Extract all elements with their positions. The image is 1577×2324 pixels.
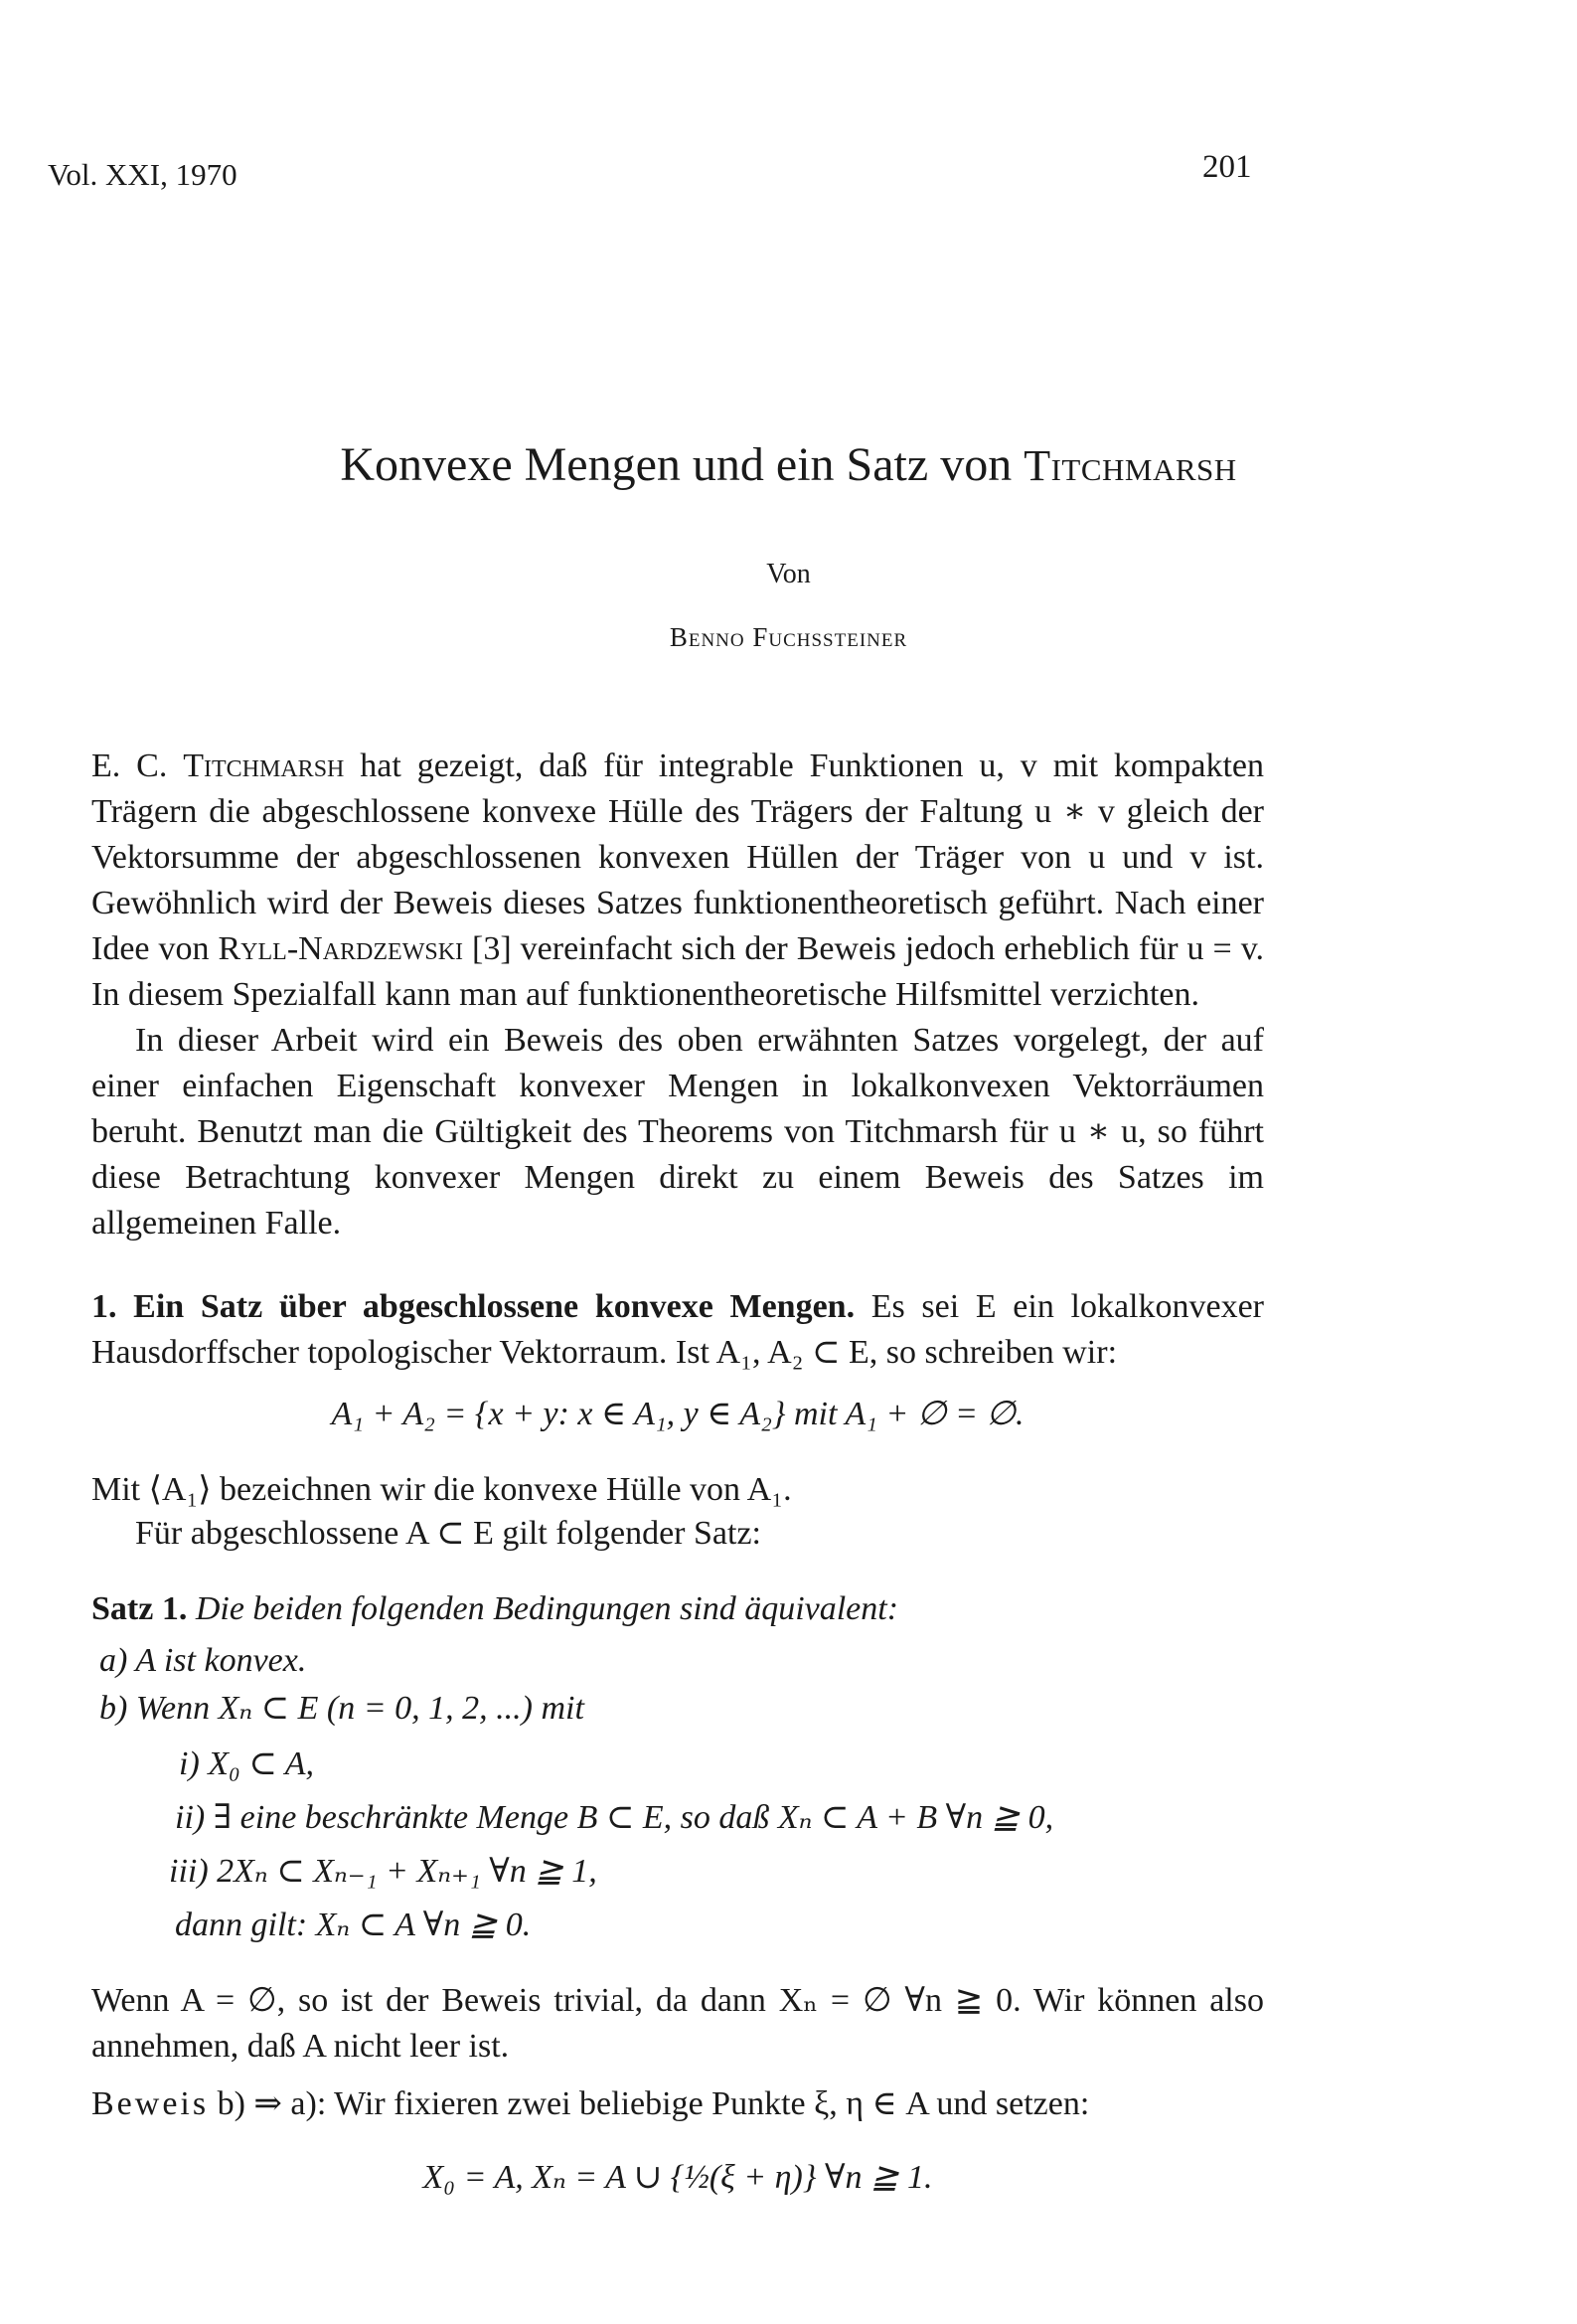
section-1: [91, 1284, 1264, 1376]
section-1-text: Es sei E ein lokalkonvexer Hausdorffscher topologischer Vektorraum. Ist A₁, A₂ ⊂ E, so schreiben wir:: [91, 1288, 1264, 1371]
intro-paragraph-1: [91, 744, 1264, 1018]
satz-1-statement: Die beiden folgenden Bedingungen sind äquivalent:: [187, 1590, 899, 1627]
trivial-case: Wenn A = ∅, so ist der Beweis trivial, da dann Xₙ = ∅ ∀n ≧ 0. Wir können also annehmen, daß A nicht leer ist.: [91, 1982, 1264, 2065]
proof-label: Beweis: [91, 2085, 210, 2122]
intro-p1-a: hat gezeigt, daß für integrable Funktionen u, v mit kompakten Trägern die abgeschlossene konvexe Hülle des Trägers der Faltung u ∗ v gleich der Vektorsumme der abgeschlossenen konvexen Hüllen der Träger von u und v ist. Gewöhnlich wird der Beweis dieses Satzes funktionentheoretisch geführt. Nach einer Idee von: [91, 747, 1264, 967]
section-1-heading: 1. Ein Satz über abgeschlossene konvexe Mengen.: [91, 1288, 856, 1325]
satz-intro-line: Für abgeschlossene A ⊂ E gilt folgender Satz:: [135, 1515, 761, 1552]
condition-a: a) A ist konvex.: [99, 1642, 307, 1679]
condition-ii: ii) ∃ eine beschränkte Menge B ⊂ E, so daß Xₙ ⊂ A + B ∀n ≧ 0,: [175, 1799, 1054, 1836]
article-title: [0, 437, 1577, 492]
title-main: Konvexe Mengen und ein Satz von: [340, 438, 1025, 491]
intro-p1-name: Titchmarsh: [183, 747, 345, 784]
volume-header: Vol. XXI, 1970: [48, 157, 237, 192]
intro-p1-b: [3] vereinfacht sich der Beweis jedoch erheblich für u = v. In diesem Spezialfall kann man auf funktionentheoretische Hilfsmittel verzichten.: [91, 930, 1264, 1013]
conclusion: dann gilt: Xₙ ⊂ A ∀n ≧ 0.: [175, 1907, 532, 1943]
title-name: Titchmarsh: [1024, 441, 1237, 490]
proof-start: [91, 2081, 1264, 2127]
formula-sum: A₁ + A₂ = {x + y: x ∈ A₁, y ∈ A₂} mit A₁ + ∅ = ∅.: [331, 1396, 1025, 1432]
convex-hull-def: Mit ⟨A₁⟩ bezeichnen wir die konvexe Hülle von A₁.: [91, 1471, 792, 1508]
page-number: 201: [1202, 149, 1252, 185]
intro-section: [91, 744, 1264, 1246]
proof-text: b) ⇒ a): Wir fixieren zwei beliebige Punkte ξ, η ∈ A und setzen:: [209, 2085, 1090, 2122]
condition-iii: iii) 2Xₙ ⊂ Xₙ₋₁ + Xₙ₊₁ ∀n ≧ 1,: [169, 1853, 597, 1890]
formula-xn: X₀ = A, Xₙ = A ∪ {½(ξ + η)} ∀n ≧ 1.: [422, 2159, 933, 2196]
satz-1-label: Satz 1.: [91, 1590, 188, 1627]
byline-von: Von: [766, 559, 811, 589]
intro-paragraph-2: In dieser Arbeit wird ein Beweis des oben erwähnten Satzes vorgelegt, der auf einer einfachen Eigenschaft konvexer Mengen in lokalkonvexen Vektorräumen beruht. Benutzt man die Gültigkeit des Theorems von Titchmarsh für u ∗ u, so führt diese Betrachtung konvexer Mengen direkt zu einem Beweis des Satzes im allgemeinen Falle.: [91, 1022, 1264, 1242]
intro-p1-start: E. C.: [91, 747, 184, 784]
author-name: Benno Fuchssteiner: [669, 622, 908, 652]
condition-b: b) Wenn Xₙ ⊂ E (n = 0, 1, 2, ...) mit: [99, 1690, 584, 1727]
satz-1: [91, 1586, 1264, 1632]
intro-p1-name2: Ryll-Nardzewski: [218, 930, 464, 967]
condition-i: i) X₀ ⊂ A,: [179, 1745, 314, 1782]
